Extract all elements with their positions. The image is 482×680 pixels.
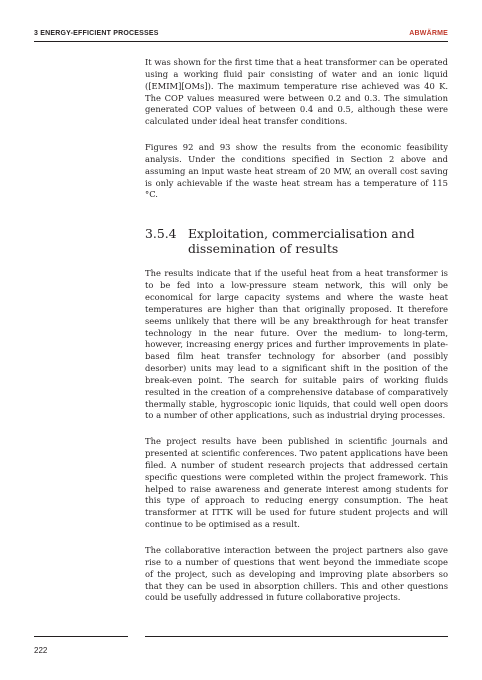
paragraph-2: Figures 92 and 93 show the results from the economic feasibility analysis. Under the conditions specified in Section 2 above and assuming an input waste heat stream of 20 MW, an overall cost saving is only achievable if the waste heat stream has a temperature of 115 °C. bbox=[145, 142, 448, 200]
footer-rule-left bbox=[34, 636, 128, 637]
running-header-chapter: ABWÄRME bbox=[409, 29, 448, 37]
section-heading-title: Exploitation, commercialisation and dissemination of results bbox=[188, 226, 415, 257]
paragraph-4: The project results have been published in scientific journals and presented at scientific conferences. Two patent applications have been filed. A number of student research projects that addressed certain specific questions were completed within the project framework. This helped to raise awareness and generate interest among students for this type of approach to reducing energy consumption. The heat transformer at ITTK will be used for future student projects and will continue to be optimised as a result. bbox=[145, 436, 448, 530]
page-number: 222 bbox=[34, 646, 48, 655]
paragraph-3: The results indicate that if the useful heat from a heat transformer is to be fed into a low-pressure steam network, this will only be economical for large capacity systems and where the waste heat temperatures are higher than that originally proposed. It therefore seems unlikely that there will be any breakthrough for heat transfer technology in the near future. Over the medium- to long-term, however, increasing energy prices and further improvements in plate-based film heat transfer technology for absorber (and possibly desorber) units may lead to a significant shift in the position of the break-even point. The search for suitable pairs of working fluids resulted in the creation of a comprehensive database of comparatively thermally stable, hygroscopic ionic liquids, that could well open doors to a number of other applications, such as industrial drying processes. bbox=[145, 268, 448, 421]
header-rule bbox=[34, 41, 448, 42]
section-heading-number: 3.5.4 bbox=[145, 226, 177, 242]
paragraph-1: It was shown for the first time that a heat transformer can be operated using a working fluid pair consisting of water and an ionic liquid ([EMIM][OMs]). The maximum temperature rise achieved was 40 K. The COP values measured were between 0.2 and 0.3. The simulation generated COP values of between 0.4 and 0.5, although these were calculated under ideal heat transfer conditions. bbox=[145, 57, 448, 127]
section-heading bbox=[145, 226, 448, 256]
footer-rule-right bbox=[145, 636, 448, 637]
main-text-column bbox=[145, 57, 448, 618]
running-header bbox=[34, 26, 448, 40]
running-header-section: 3 ENERGY-EFFICIENT PROCESSES bbox=[34, 29, 159, 37]
paragraph-5: The collaborative interaction between the project partners also gave rise to a number of questions that went beyond the immediate scope of the project, such as developing and improving plate absorbers so that they can be used in absorption chillers. This and other questions could be usefully addressed in future collaborative projects. bbox=[145, 545, 448, 603]
